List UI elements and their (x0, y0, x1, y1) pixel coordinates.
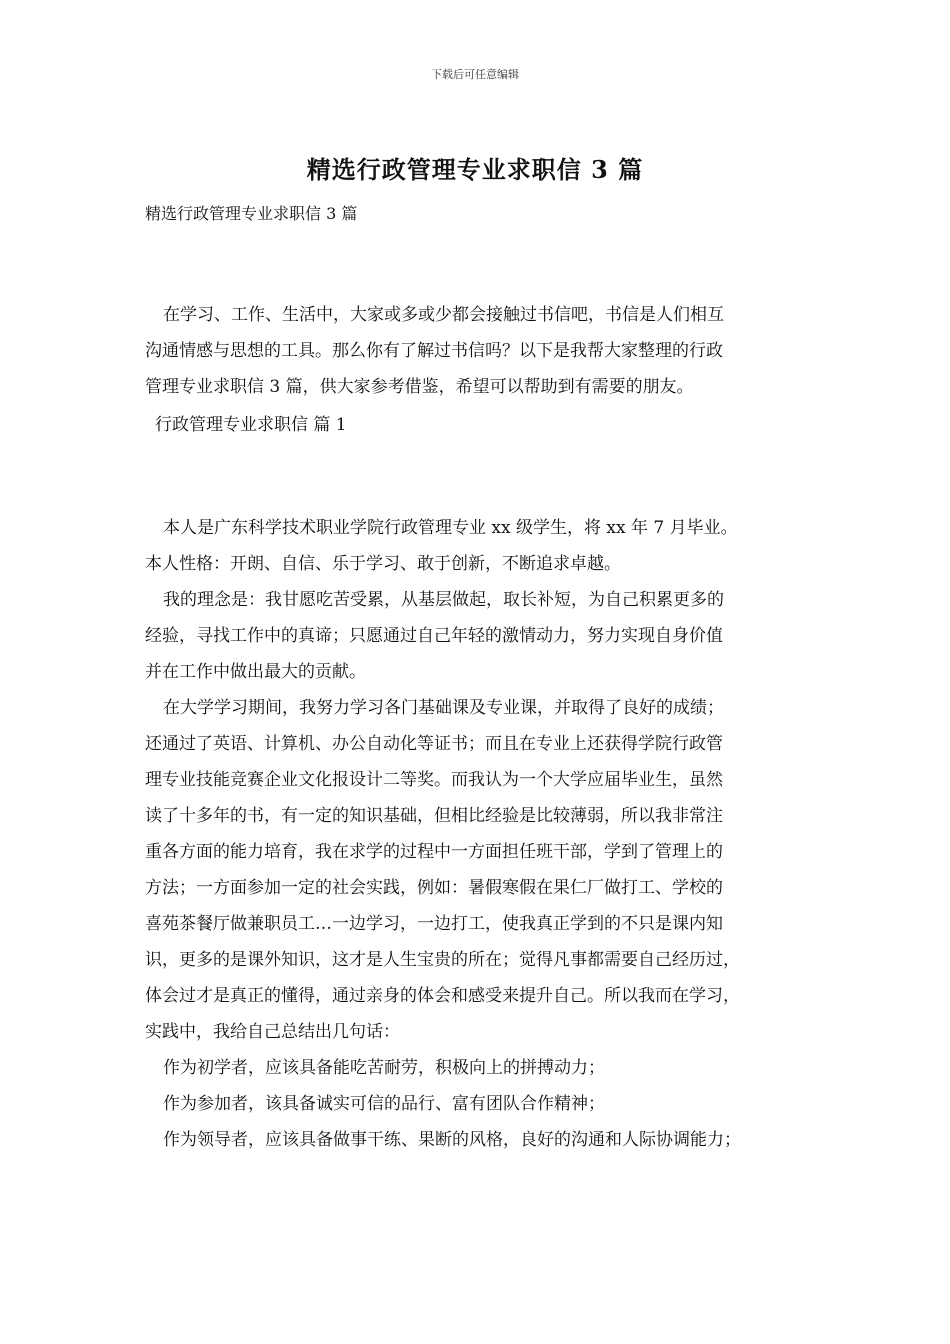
text-line: 本人是广东科学技术职业学院行政管理专业 xx 级学生，将 xx 年 7 月毕业。 (163, 518, 738, 538)
text-line: 实践中，我给自己总结出几句话： (145, 1022, 400, 1042)
text-line: 作为参加者，该具备诚实可信的品行、富有团队合作精神； (163, 1094, 605, 1114)
intro-paragraph (145, 297, 825, 405)
letter-body (145, 510, 825, 1158)
header-note: 下载后可任意编辑 (431, 68, 519, 81)
text-line: 理专业技能竞赛企业文化报设计二等奖。而我认为一个大学应届毕业生，虽然 (145, 770, 723, 790)
text-line: 在大学学习期间，我努力学习各门基础课及专业课，并取得了良好的成绩； (163, 698, 724, 718)
text-line: 方法；一方面参加一定的社会实践，例如：暑假寒假在果仁厂做打工、学校的 (145, 878, 723, 898)
text-line: 读了十多年的书，有一定的知识基础，但相比经验是比较薄弱，所以我非常注 (145, 806, 723, 826)
text-line: 作为领导者，应该具备做事干练、果断的风格，良好的沟通和人际协调能力； (163, 1130, 741, 1150)
text-line: 识，更多的是课外知识，这才是人生宝贵的所在；觉得凡事都需要自己经历过， (145, 950, 740, 970)
text-line: 管理专业求职信 3 篇，供大家参考借鉴，希望可以帮助到有需要的朋友。 (145, 377, 694, 397)
document-title: 精选行政管理专业求职信 3 篇 (306, 155, 644, 184)
text-line: 还通过了英语、计算机、办公自动化等证书；而且在专业上还获得学院行政管 (145, 734, 723, 754)
text-line: 体会过才是真正的懂得，通过亲身的体会和感受来提升自己。所以我而在学习， (145, 986, 740, 1006)
text-line: 并在工作中做出最大的贡献。 (145, 662, 366, 682)
text-line: 重各方面的能力培育，我在求学的过程中一方面担任班干部，学到了管理上的 (145, 842, 723, 862)
text-line: 本人性格：开朗、自信、乐于学习、敢于创新，不断追求卓越。 (145, 554, 621, 574)
section-heading: 行政管理专业求职信 篇 1 (155, 415, 347, 435)
text-line: 喜苑茶餐厅做兼职员工…一边学习，一边打工，使我真正学到的不只是课内知 (145, 914, 723, 934)
text-line: 沟通情感与思想的工具。那么你有了解过书信吗？以下是我帮大家整理的行政 (145, 341, 723, 361)
text-line: 经验，寻找工作中的真谛；只愿通过自己年轻的激情动力，努力实现自身价值 (145, 626, 723, 646)
text-line: 作为初学者，应该具备能吃苦耐劳，积极向上的拼搏动力； (163, 1058, 605, 1078)
document-subtitle: 精选行政管理专业求职信 3 篇 (145, 204, 358, 223)
text-line: 在学习、工作、生活中，大家或多或少都会接触过书信吧，书信是人们相互 (163, 305, 724, 325)
text-line: 我的理念是：我甘愿吃苦受累，从基层做起，取长补短，为自己积累更多的 (163, 590, 724, 610)
